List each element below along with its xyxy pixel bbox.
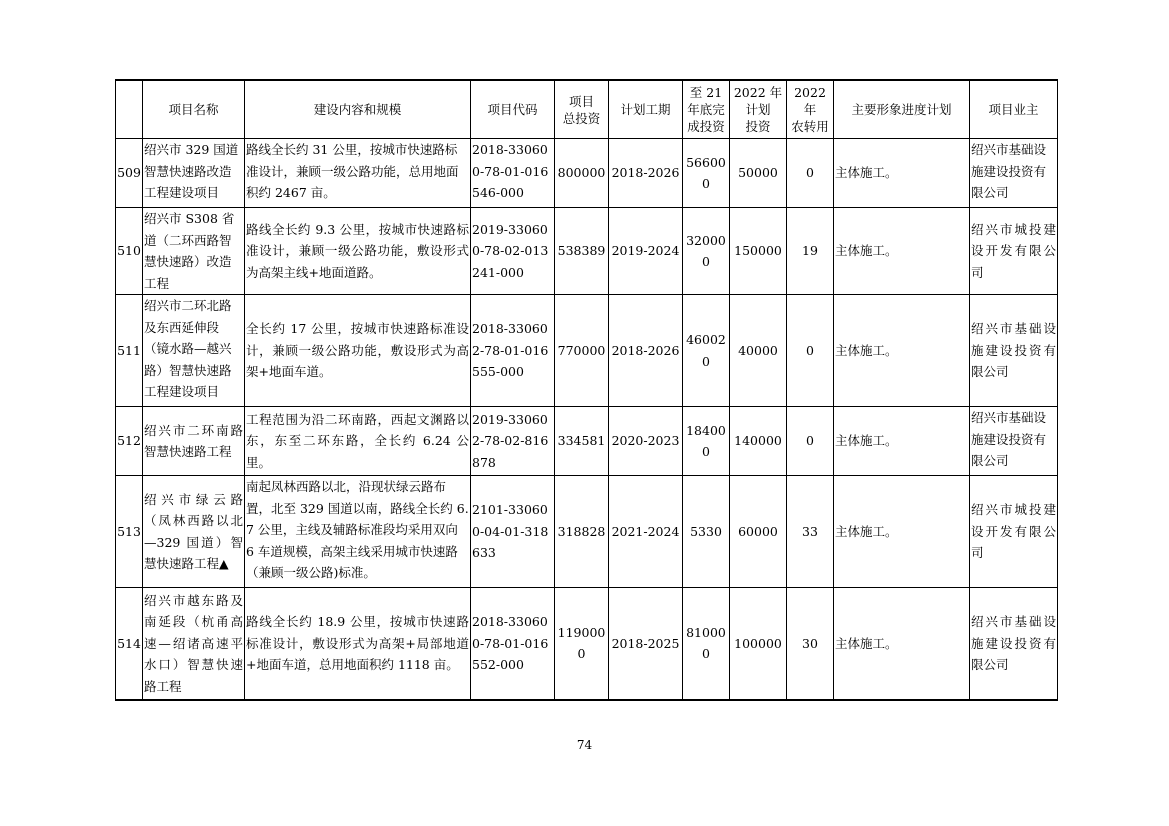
row-name: 绍兴市二环北路及东西延伸段（镜水路—越兴路）智慧快速路工程建设项目 bbox=[143, 295, 245, 407]
page-number: 74 bbox=[576, 738, 593, 752]
row-total-invest: 318828 bbox=[555, 476, 609, 588]
row-code: 2019-330600-78-02-013241-000 bbox=[471, 208, 555, 295]
row-owner: 绍兴市城投建设开发有限公司 bbox=[970, 476, 1058, 588]
row-progress: 主体施工。 bbox=[834, 208, 970, 295]
row-no: 513 bbox=[116, 476, 143, 588]
header-farmland-2022: 2022 年 农转用 bbox=[787, 80, 834, 139]
row-owner: 绍兴市城投建设开发有限公司 bbox=[970, 208, 1058, 295]
header-no bbox=[116, 80, 143, 139]
row-owner: 绍兴市基础设施建设投资有限公司 bbox=[970, 407, 1058, 476]
row-no: 514 bbox=[116, 588, 143, 700]
project-table bbox=[115, 79, 1058, 701]
row-code: 2018-330600-78-01-016546-000 bbox=[471, 139, 555, 208]
row-no: 509 bbox=[116, 139, 143, 208]
row-done-2021: 5330 bbox=[683, 476, 730, 588]
row-content: 南起凤林西路以北，沿现状绿云路布置，北至 329 国道以南，路线全长约 6.7 公里，主线及辅路标准段均采用双向 6 车道规模，高架主线采用城市快速路（兼顾一级公路)标准。 bbox=[245, 476, 471, 588]
row-name: 绍兴市越东路及南延段（杭甬高速—绍诸高速平水口）智慧快速路工程 bbox=[143, 588, 245, 700]
row-content: 路线全长约 9.3 公里，按城市快速路标准设计，兼顾一级公路功能，敷设形式为高架主线+地面道路。 bbox=[245, 208, 471, 295]
row-total-invest: 1190000 bbox=[555, 588, 609, 700]
row-owner: 绍兴市基础设施建设投资有限公司 bbox=[970, 588, 1058, 700]
row-total-invest: 770000 bbox=[555, 295, 609, 407]
row-period: 2018-2026 bbox=[609, 139, 683, 208]
header-name: 项目名称 bbox=[143, 80, 245, 139]
row-progress: 主体施工。 bbox=[834, 407, 970, 476]
header-content: 建设内容和规模 bbox=[245, 80, 471, 139]
row-owner: 绍兴市基础设施建设投资有限公司 bbox=[970, 295, 1058, 407]
header-plan-2022: 2022 年 计划 投资 bbox=[730, 80, 787, 139]
row-farmland-2022: 0 bbox=[787, 407, 834, 476]
header-period: 计划工期 bbox=[609, 80, 683, 139]
header-progress: 主要形象进度计划 bbox=[834, 80, 970, 139]
row-plan-2022: 60000 bbox=[730, 476, 787, 588]
row-period: 2019-2024 bbox=[609, 208, 683, 295]
table-row bbox=[116, 407, 1058, 476]
table-row bbox=[116, 476, 1058, 588]
row-farmland-2022: 0 bbox=[787, 139, 834, 208]
row-progress: 主体施工。 bbox=[834, 476, 970, 588]
row-name: 绍兴市绿云路（凤林西路以北—329 国道）智慧快速路工程▲ bbox=[143, 476, 245, 588]
row-total-invest: 334581 bbox=[555, 407, 609, 476]
row-progress: 主体施工。 bbox=[834, 588, 970, 700]
row-name: 绍兴市 S308 省道（二环西路智慧快速路）改造工程 bbox=[143, 208, 245, 295]
row-plan-2022: 100000 bbox=[730, 588, 787, 700]
table-row bbox=[116, 295, 1058, 407]
row-farmland-2022: 0 bbox=[787, 295, 834, 407]
row-name: 绍兴市 329 国道智慧快速路改造工程建设项目 bbox=[143, 139, 245, 208]
row-plan-2022: 140000 bbox=[730, 407, 787, 476]
row-no: 510 bbox=[116, 208, 143, 295]
row-period: 2018-2026 bbox=[609, 295, 683, 407]
row-code: 2018-330600-78-01-016552-000 bbox=[471, 588, 555, 700]
row-content: 工程范围为沿二环南路，西起文渊路以东，东至二环东路，全长约 6.24 公里。 bbox=[245, 407, 471, 476]
header-total-invest: 项目 总投资 bbox=[555, 80, 609, 139]
row-plan-2022: 40000 bbox=[730, 295, 787, 407]
row-owner: 绍兴市基础设施建设投资有限公司 bbox=[970, 139, 1058, 208]
header-row bbox=[116, 80, 1058, 139]
row-done-2021: 184000 bbox=[683, 407, 730, 476]
row-period: 2020-2023 bbox=[609, 407, 683, 476]
row-progress: 主体施工。 bbox=[834, 295, 970, 407]
row-farmland-2022: 30 bbox=[787, 588, 834, 700]
row-total-invest: 538389 bbox=[555, 208, 609, 295]
row-done-2021: 320000 bbox=[683, 208, 730, 295]
row-code: 2101-330600-04-01-318633 bbox=[471, 476, 555, 588]
row-period: 2018-2025 bbox=[609, 588, 683, 700]
row-done-2021: 810000 bbox=[683, 588, 730, 700]
row-farmland-2022: 33 bbox=[787, 476, 834, 588]
row-progress: 主体施工。 bbox=[834, 139, 970, 208]
row-plan-2022: 50000 bbox=[730, 139, 787, 208]
row-farmland-2022: 19 bbox=[787, 208, 834, 295]
row-code: 2018-330602-78-01-016555-000 bbox=[471, 295, 555, 407]
row-content: 全长约 17 公里，按城市快速路标准设计，兼顾一级公路功能，敷设形式为高架+地面车道。 bbox=[245, 295, 471, 407]
row-name: 绍兴市二环南路智慧快速路工程 bbox=[143, 407, 245, 476]
header-done-2021: 至 21 年底完 成投资 bbox=[683, 80, 730, 139]
row-plan-2022: 150000 bbox=[730, 208, 787, 295]
row-done-2021: 460020 bbox=[683, 295, 730, 407]
row-content: 路线全长约 18.9 公里，按城市快速路标准设计，敷设形式为高架+局部地道+地面车道，总用地面积约 1118 亩。 bbox=[245, 588, 471, 700]
row-code: 2019-330602-78-02-816878 bbox=[471, 407, 555, 476]
table-row bbox=[116, 588, 1058, 700]
row-done-2021: 566000 bbox=[683, 139, 730, 208]
row-total-invest: 800000 bbox=[555, 139, 609, 208]
row-no: 512 bbox=[116, 407, 143, 476]
header-owner: 项目业主 bbox=[970, 80, 1058, 139]
row-content: 路线全长约 31 公里，按城市快速路标准设计，兼顾一级公路功能，总用地面积约 2467 亩。 bbox=[245, 139, 471, 208]
row-period: 2021-2024 bbox=[609, 476, 683, 588]
table-row bbox=[116, 139, 1058, 208]
header-code: 项目代码 bbox=[471, 80, 555, 139]
row-no: 511 bbox=[116, 295, 143, 407]
table-row bbox=[116, 208, 1058, 295]
